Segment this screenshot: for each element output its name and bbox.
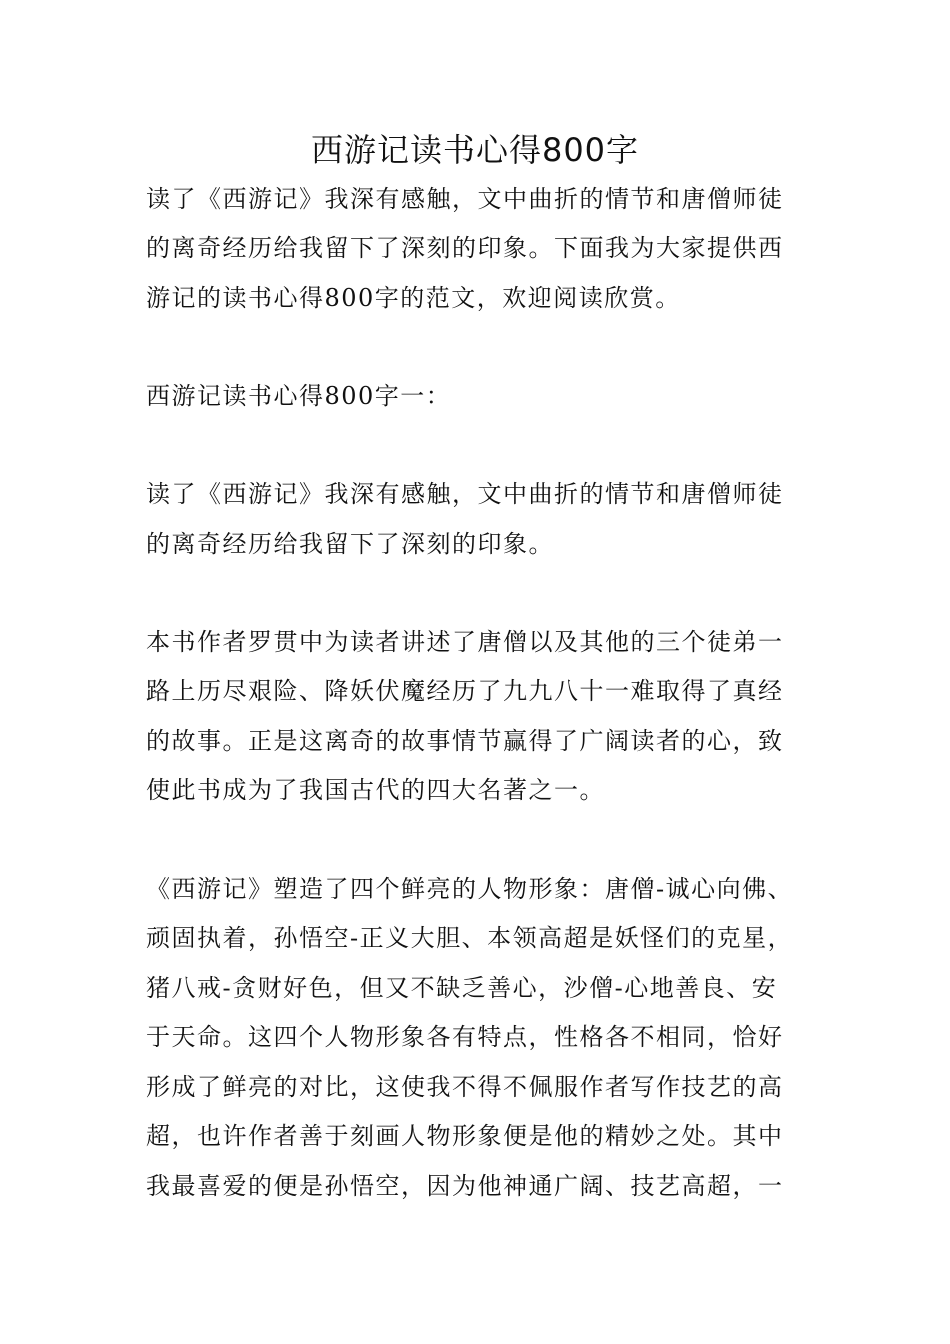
text-line: 顽固执着，孙悟空-正义大胆、本领高超是妖怪们的克星，	[146, 924, 794, 952]
document-title: 西游记读书心得800字	[310, 131, 640, 169]
text-line: 猪八戒-贪财好色，但又不缺乏善心，沙僧-心地善良、安	[146, 974, 778, 1002]
section-heading: 西游记读书心得800字一：	[146, 382, 452, 410]
text-line: 我最喜爱的便是孙悟空，因为他神通广阔、技艺高超，一	[146, 1172, 784, 1200]
text-line: 使此书成为了我国古代的四大名著之一。	[146, 776, 605, 804]
text-line: 超，也许作者善于刻画人物形象便是他的精妙之处。其中	[146, 1122, 784, 1150]
text-line: 的离奇经历给我留下了深刻的印象。	[146, 530, 554, 558]
text-line: 本书作者罗贯中为读者讲述了唐僧以及其他的三个徒弟一	[146, 628, 784, 656]
text-line: 路上历尽艰险、降妖伏魔经历了九九八十一难取得了真经	[146, 677, 784, 705]
text-line: 的故事。正是这离奇的故事情节赢得了广阔读者的心，致	[146, 727, 784, 755]
text-line: 游记的读书心得800字的范文，欢迎阅读欣赏。	[146, 284, 681, 312]
text-line: 读了《西游记》我深有感触，文中曲折的情节和唐僧师徒	[146, 480, 784, 508]
text-line: 形成了鲜亮的对比，这使我不得不佩服作者写作技艺的高	[146, 1073, 784, 1101]
text-line: 读了《西游记》我深有感触，文中曲折的情节和唐僧师徒	[146, 185, 784, 213]
text-line: 《西游记》塑造了四个鲜亮的人物形象：唐僧-诚心向佛、	[146, 875, 794, 903]
text-line: 于天命。这四个人物形象各有特点，性格各不相同，恰好	[146, 1023, 784, 1051]
text-line: 的离奇经历给我留下了深刻的印象。下面我为大家提供西	[146, 234, 784, 262]
